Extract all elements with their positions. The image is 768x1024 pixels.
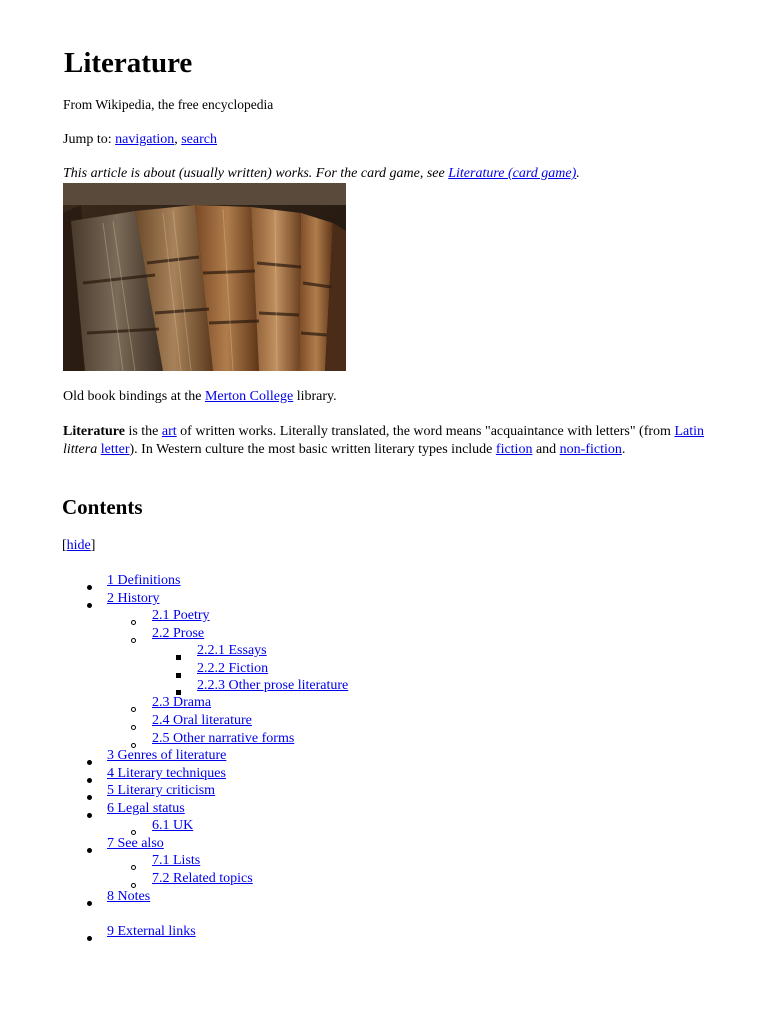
contents-toggle [62,537,95,555]
contents-heading: Contents [62,495,143,519]
bullet-disc-icon [87,771,92,789]
intro-paragraph [63,423,708,458]
bullet-square-icon [176,666,181,684]
letter-link[interactable]: letter [100,441,130,457]
non-fiction-link[interactable]: non-fiction [559,441,622,457]
intro-text: ). In Western culture the most basic written literary types include [129,441,496,457]
bullet-circle-icon [131,858,136,876]
bullet-circle-icon [131,613,136,631]
merton-college-link[interactable]: Merton College [204,389,294,404]
toc-item[interactable]: 2.3 Drama [152,695,212,710]
card-game-link[interactable]: Literature (card game) [448,166,577,181]
bullet-disc-icon [87,578,92,596]
toc-item[interactable]: 2.2.1 Essays [197,643,267,658]
intro-text: . [621,441,626,457]
latin-link[interactable]: Latin [674,424,704,439]
hide-toc-link[interactable]: hide [66,538,91,553]
fiction-link[interactable]: fiction [495,441,533,457]
toc-item[interactable]: 2.1 Poetry [152,608,210,623]
bullet-disc-icon [87,753,92,771]
toc-item[interactable]: 2.2 Prose [152,626,205,641]
hatnote [63,165,580,183]
jump-navigation-link[interactable]: navigation [115,132,175,147]
bullet-disc-icon [87,596,92,614]
toc-item[interactable]: 1 Definitions [107,573,181,588]
toc-item[interactable]: 3 Genres of literature [107,748,227,763]
jump-to-prefix: Jump to: [63,132,116,147]
jump-to-bar [63,131,217,149]
toc-item[interactable]: 4 Literary techniques [107,766,226,781]
old-book-bindings-image [63,183,346,371]
hatnote-period: . [576,166,580,181]
jump-separator: , [174,132,182,147]
bullet-disc-icon [87,841,92,859]
bullet-circle-icon [131,718,136,736]
bullet-disc-icon [87,894,92,912]
bullet-circle-icon [131,631,136,649]
toc-item[interactable]: 8 Notes [107,889,151,904]
bullet-circle-icon [131,700,136,718]
intro-text: and [532,441,560,457]
toc-item[interactable]: 2.2.2 Fiction [197,661,269,676]
toc-item[interactable]: 7.2 Related topics [152,871,253,886]
caption-prefix: Old book bindings at the [63,389,205,404]
toc-item[interactable]: 6.1 UK [152,818,194,833]
hatnote-text: This article is about (usually written) works. For the card game, see [63,166,449,181]
toc-item[interactable]: 7 See also [107,836,164,851]
page-title: Literature [64,47,193,79]
intro-bold-term: Literature [63,424,125,439]
site-subtitle: From Wikipedia, the free encyclopedia [63,97,274,112]
toc-item[interactable]: 5 Literary criticism [107,783,216,798]
toc-item[interactable]: 2.5 Other narrative forms [152,731,295,746]
toc-item[interactable]: 6 Legal status [107,801,185,816]
bullet-square-icon [176,648,181,666]
art-link[interactable]: art [161,424,177,439]
bullet-disc-icon [87,929,92,947]
bullet-disc-icon [87,788,92,806]
intro-text: is the [124,424,162,439]
toc-item[interactable]: 7.1 Lists [152,853,201,868]
toc-item[interactable]: 9 External links [107,924,196,939]
toggle-close-bracket: ] [90,538,96,553]
toc-item[interactable]: 2.2.3 Other prose literature [197,678,349,693]
bullet-disc-icon [87,806,92,824]
toc-item[interactable]: 2.4 Oral literature [152,713,252,728]
intro-italic-term: littera [63,441,98,457]
caption-suffix: library. [293,389,337,404]
toc-item[interactable]: 2 History [107,591,160,606]
toggle-open-bracket: [ [62,538,67,553]
intro-text: of written works. Literally translated, the word means "acquaintance with letters" (from [176,424,675,439]
image-caption [63,388,337,406]
jump-search-link[interactable]: search [181,132,217,147]
